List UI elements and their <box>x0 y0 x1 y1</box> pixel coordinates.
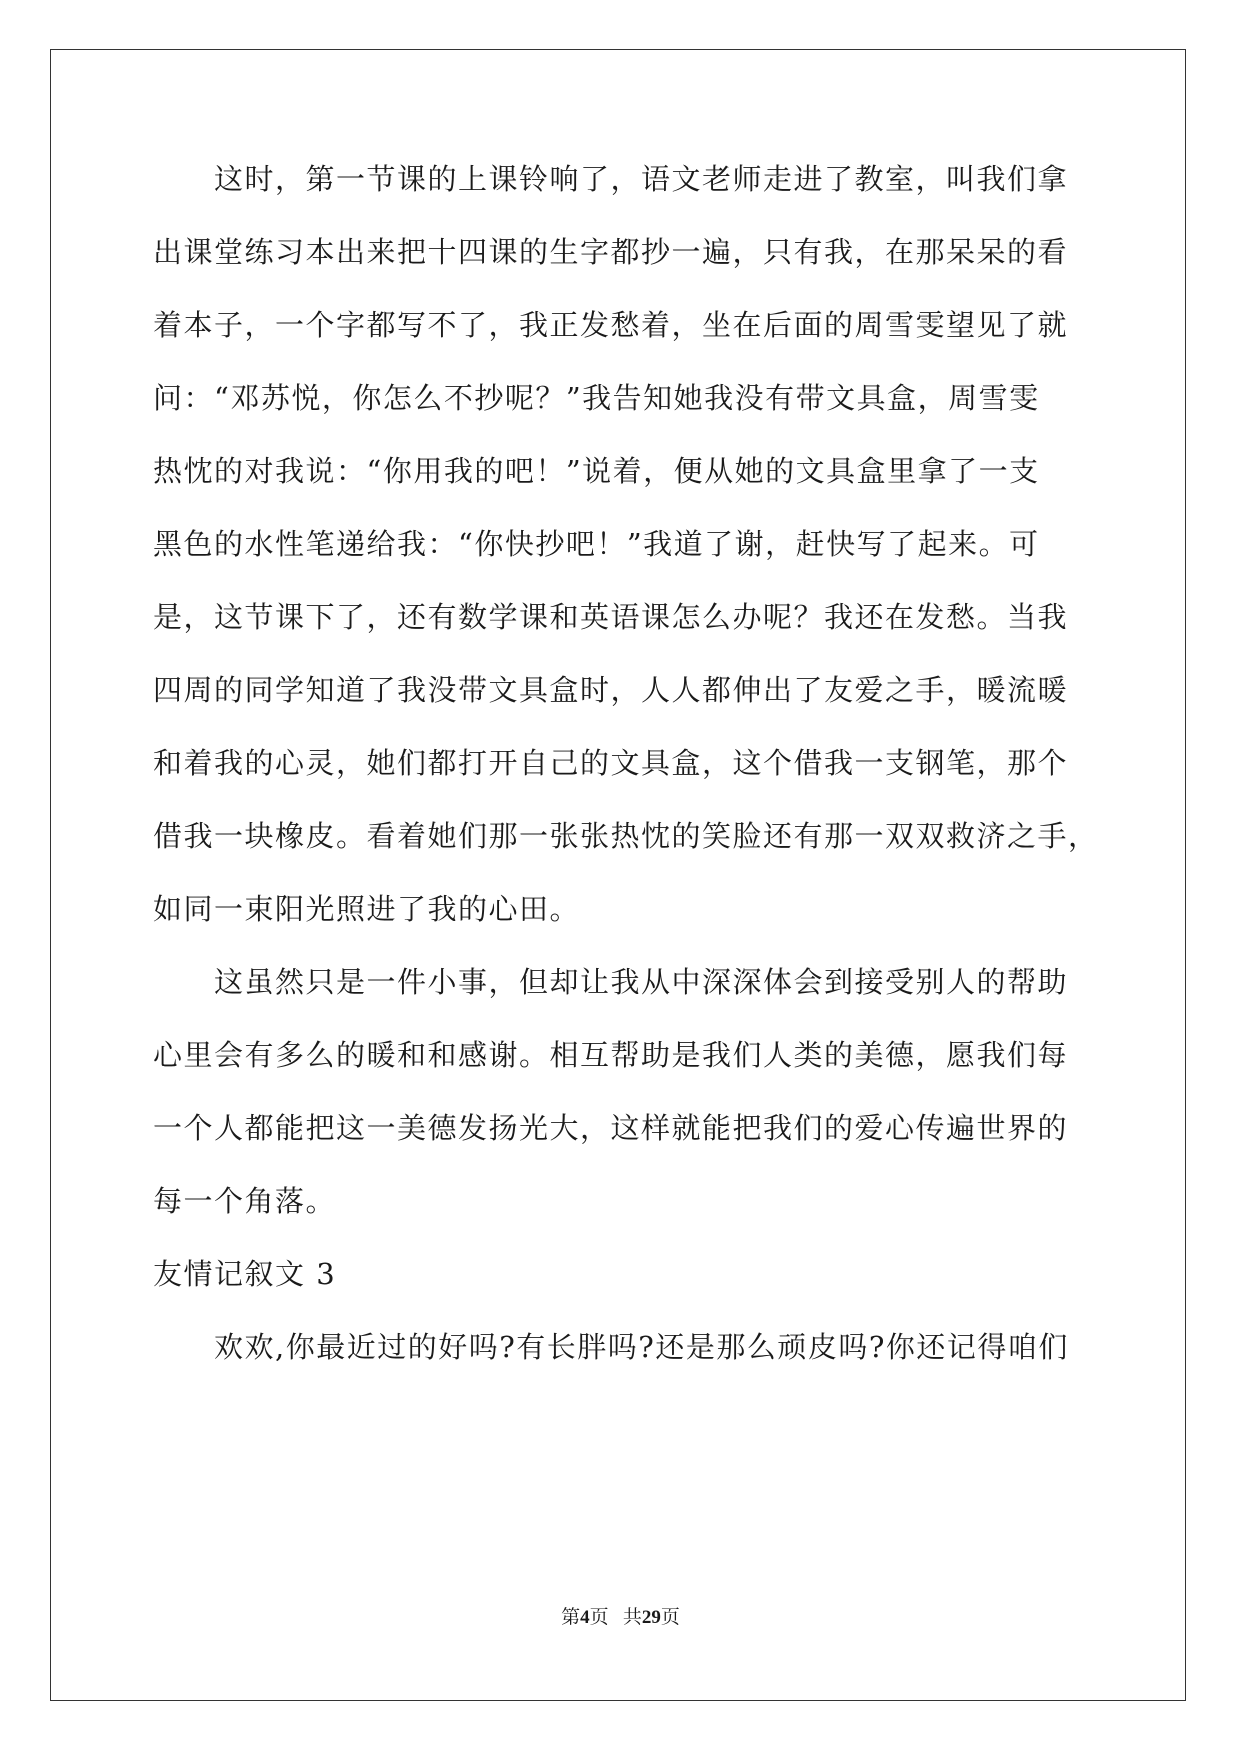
paragraph-line: 这时，第一节课的上课铃响了，语文老师走进了教室，叫我们拿 <box>214 162 1069 196</box>
paragraph-line: 一个人都能把这一美德发扬光大，这样就能把我们的爱心传遍世界的 <box>153 1111 1069 1145</box>
section-heading: 友情记叙文 3 <box>153 1257 337 1291</box>
footer-prefix: 第 <box>561 1607 581 1628</box>
footer-total-prefix: 共 <box>622 1607 642 1628</box>
paragraph-line: 心里会有多么的暖和和感谢。相互帮助是我们人类的美德，愿我们每 <box>153 1038 1069 1072</box>
paragraph-line: 四周的同学知道了我没带文具盒时，人人都伸出了友爱之手，暖流暖 <box>153 673 1069 707</box>
paragraph-line: 这虽然只是一件小事，但却让我从中深深体会到接受别人的帮助 <box>214 965 1069 999</box>
paragraph-line: 是，这节课下了，还有数学课和英语课怎么办呢？我还在发愁。当我 <box>153 600 1069 634</box>
footer-total-suffix: 页 <box>660 1607 680 1628</box>
paragraph-line: 欢欢,你最近过的好吗?有长胖吗?还是那么顽皮吗?你还记得咱们 <box>214 1330 1069 1364</box>
paragraph-line: 如同一束阳光照进了我的心田。 <box>153 892 581 926</box>
paragraph-line: 热忱的对我说：“你用我的吧！”说着，便从她的文具盒里拿了一支 <box>153 454 1040 488</box>
paragraph-line: 和着我的心灵，她们都打开自己的文具盒，这个借我一支钢笔，那个 <box>153 746 1069 780</box>
paragraph-line: 黑色的水性笔递给我：“你快抄吧！”我道了谢，赶快写了起来。可 <box>153 527 1040 561</box>
page-footer <box>0 1602 1241 1629</box>
paragraph-line: 每一个角落。 <box>153 1184 337 1218</box>
paragraph-line: 问：“邓苏悦，你怎么不抄呢？”我告知她我没有带文具盒，周雪雯 <box>153 381 1040 415</box>
total-pages: 29 <box>641 1607 661 1628</box>
page-number: 4 <box>580 1607 590 1628</box>
paragraph-line: 着本子，一个字都写不了，我正发愁着，坐在后面的周雪雯望见了就 <box>153 308 1069 342</box>
footer-page-suffix: 页 <box>589 1607 609 1628</box>
paragraph-line: 出课堂练习本出来把十四课的生字都抄一遍，只有我，在那呆呆的看 <box>153 235 1069 269</box>
paragraph-line: 借我一块橡皮。看着她们那一张张热忱的笑脸还有那一双双救济之手， <box>153 819 1099 853</box>
page-border <box>50 49 1186 1701</box>
